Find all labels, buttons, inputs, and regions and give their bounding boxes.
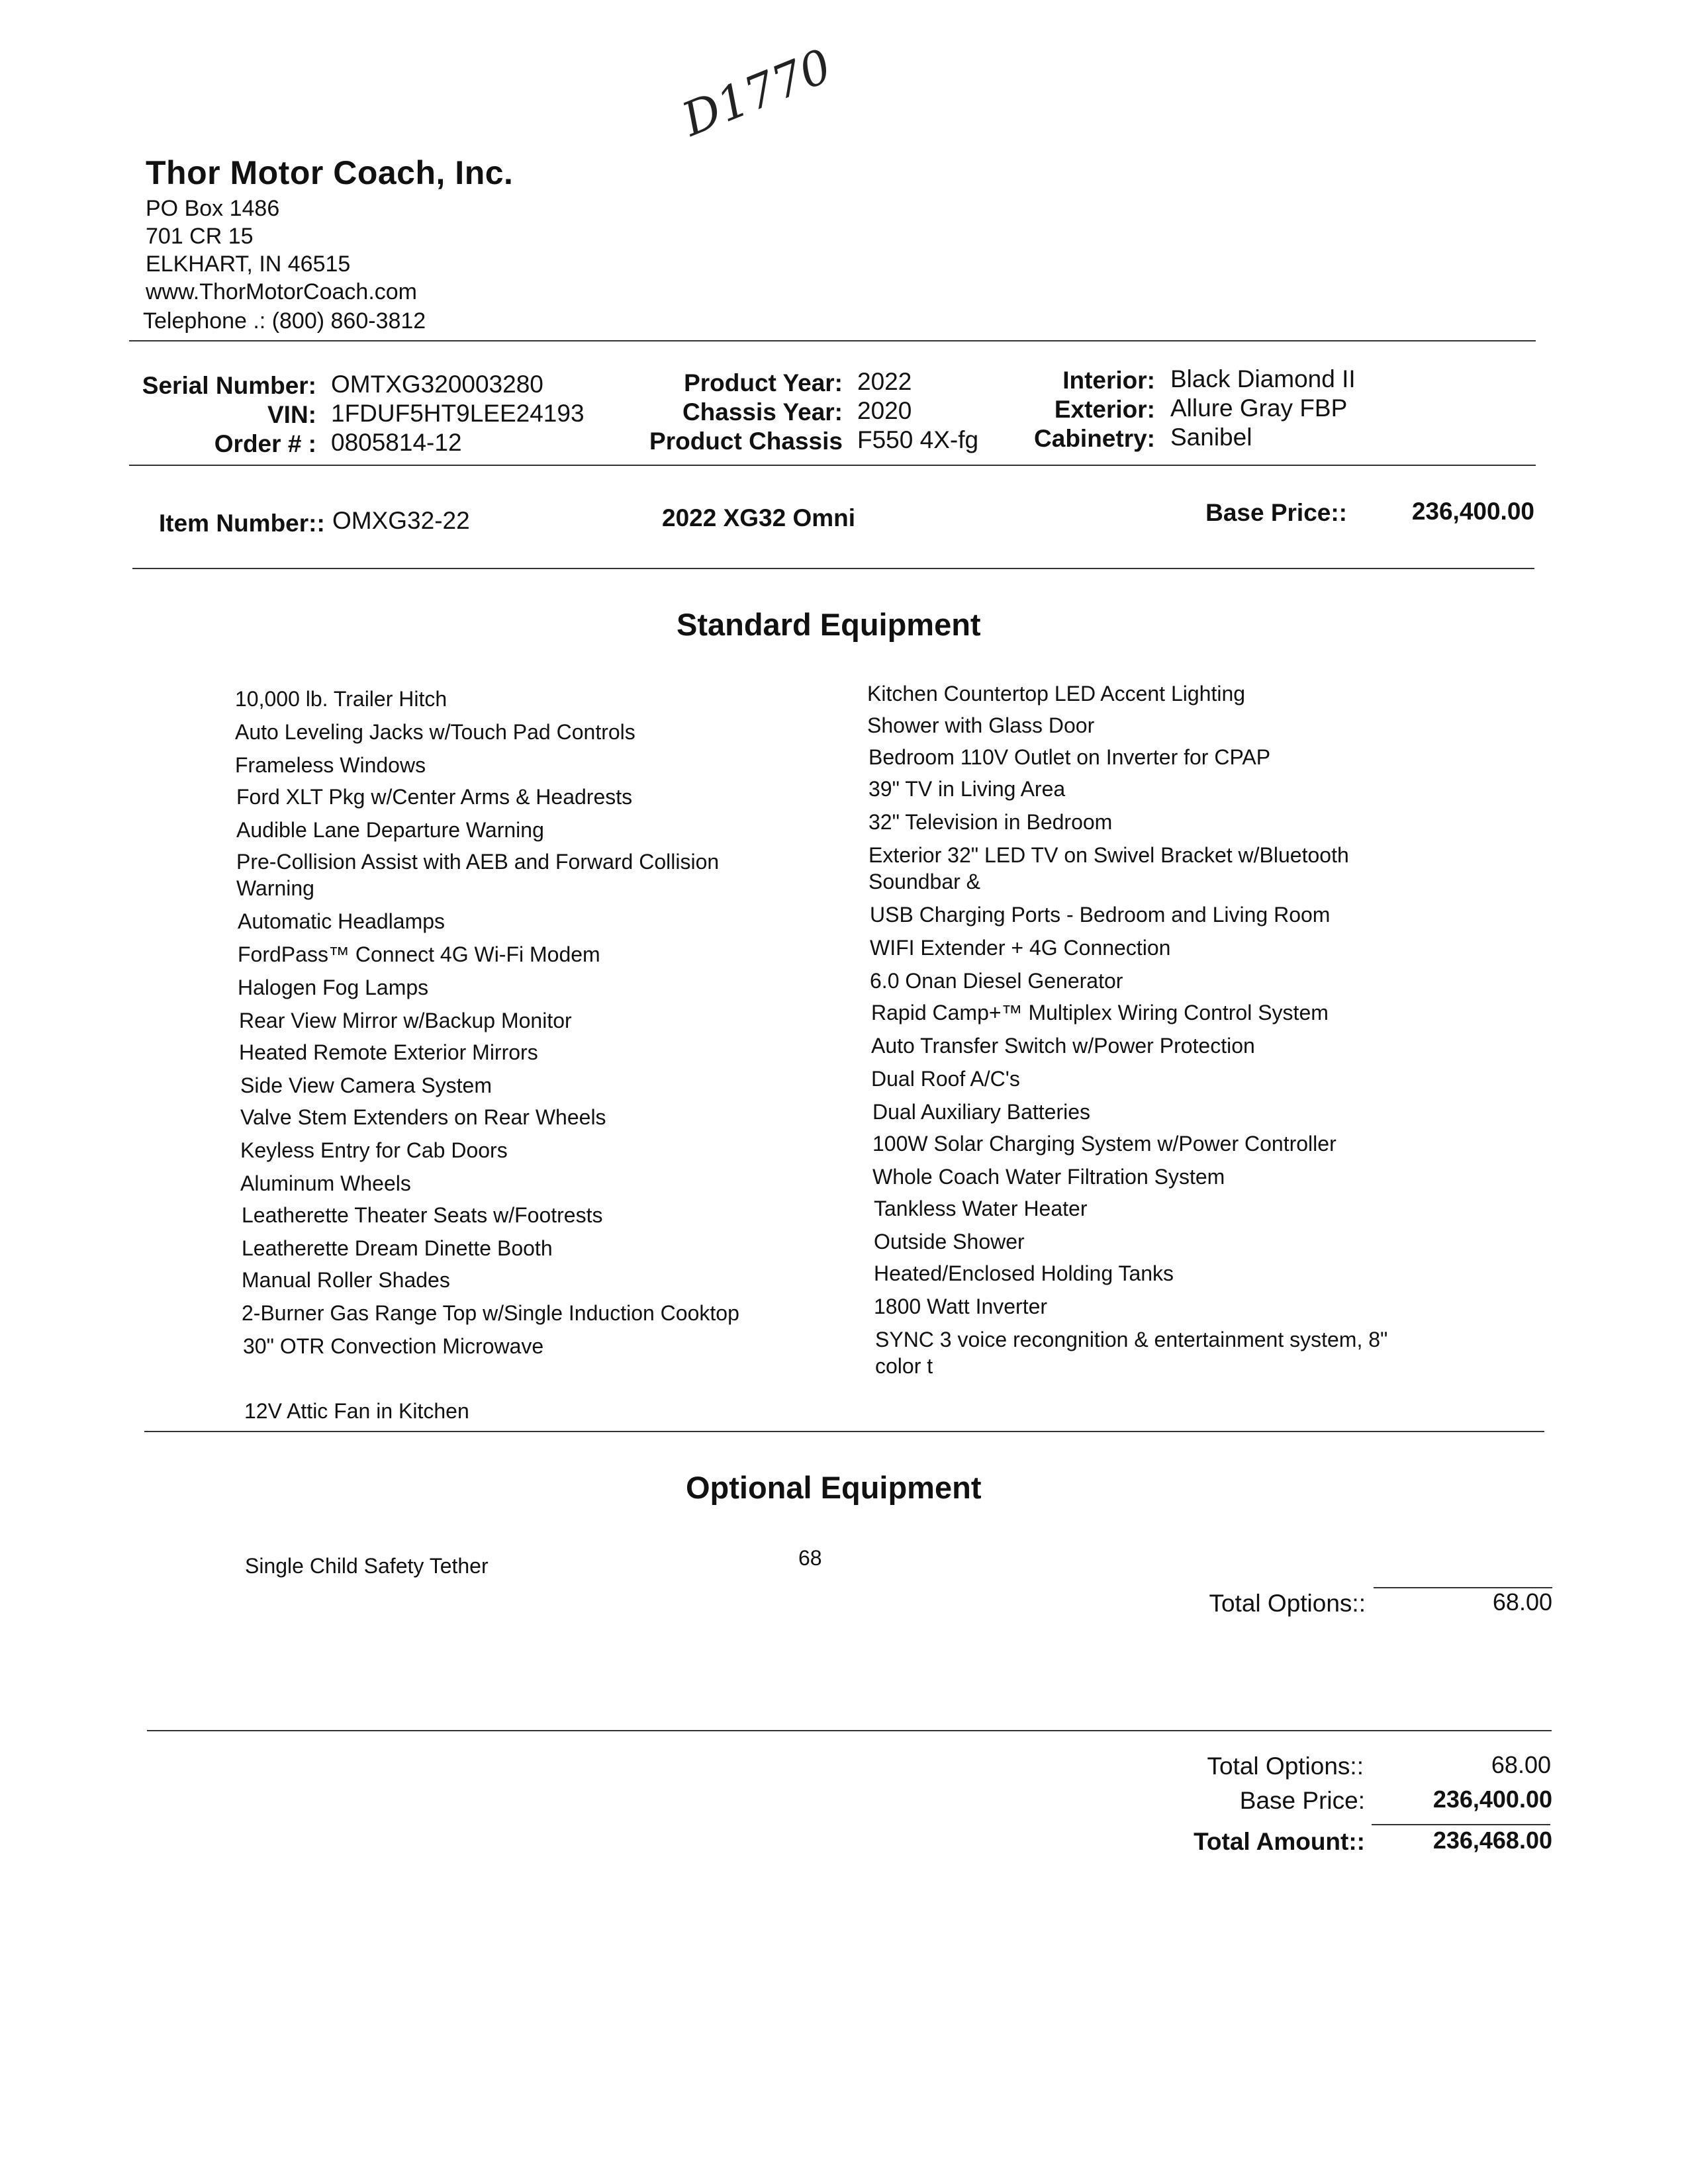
equipment-item: WIFI Extender + 4G Connection — [870, 936, 1171, 960]
telephone-value: (800) 860-3812 — [271, 308, 426, 334]
equipment-item: Keyless Entry for Cab Doors — [240, 1138, 508, 1162]
vin-label: VIN: — [267, 401, 316, 428]
total-options-value: 68.00 — [1492, 1588, 1552, 1615]
equipment-item: Tankless Water Heater — [874, 1197, 1088, 1220]
equipment-item: Rear View Mirror w/Backup Monitor — [239, 1009, 572, 1032]
equipment-item: 12V Attic Fan in Kitchen — [244, 1399, 469, 1423]
equipment-item: Audible Lane Departure Warning — [236, 818, 544, 842]
order-number-label: Order # : — [214, 430, 316, 457]
equipment-item: 30" OTR Convection Microwave — [243, 1334, 544, 1358]
summary-total-amount-value: 236,468.00 — [1432, 1827, 1552, 1854]
equipment-item: 32" Television in Bedroom — [868, 810, 1113, 834]
equipment-item: 39" TV in Living Area — [868, 777, 1066, 801]
summary-total-options-value: 68.00 — [1491, 1751, 1551, 1778]
equipment-item: Shower with Glass Door — [867, 713, 1095, 737]
product-year-value: 2022 — [857, 368, 912, 395]
company-address-line-1: PO Box 1486 — [146, 196, 280, 221]
equipment-item: Halogen Fog Lamps — [238, 976, 429, 999]
equipment-item: 100W Solar Charging System w/Power Controller — [872, 1132, 1336, 1156]
serial-number-value: OMTXG320003280 — [331, 371, 543, 398]
company-telephone — [143, 307, 426, 335]
product-chassis-label: Product Chassis — [649, 428, 843, 455]
equipment-item: 1800 Watt Inverter — [874, 1295, 1048, 1318]
equipment-item: USB Charging Ports - Bedroom and Living Room — [870, 903, 1331, 927]
serial-number-label: Serial Number: — [142, 372, 316, 399]
equipment-item: Bedroom 110V Outlet on Inverter for CPAP — [868, 745, 1271, 769]
item-number-label: Item Number:: — [159, 510, 325, 537]
chassis-year-label: Chassis Year: — [682, 398, 843, 426]
summary-base-price-label: Base Price: — [1239, 1787, 1365, 1814]
equipment-item: SYNC 3 voice recongnition & entertainment system, 8" color t — [875, 1328, 1388, 1378]
item-base-price-label: Base Price:: — [1205, 499, 1347, 526]
interior-label: Interior: — [1062, 367, 1155, 394]
divider-details — [129, 465, 1536, 466]
equipment-item: 2-Burner Gas Range Top w/Single Induction Cooktop — [242, 1301, 739, 1325]
equipment-item: Automatic Headlamps — [238, 909, 445, 933]
optional-item-name: Single Child Safety Tether — [245, 1554, 489, 1578]
divider-standard-equipment — [144, 1431, 1544, 1432]
optional-item-price: 68 — [798, 1546, 822, 1570]
equipment-item: Dual Auxiliary Batteries — [872, 1100, 1091, 1124]
interior-value: Black Diamond II — [1170, 365, 1356, 392]
equipment-item: Rapid Camp+™ Multiplex Wiring Control System — [871, 1001, 1329, 1024]
optional-equipment-title: Optional Equipment — [686, 1470, 982, 1505]
equipment-item: FordPass™ Connect 4G Wi-Fi Modem — [238, 942, 600, 966]
product-chassis-value: F550 4X-fg — [857, 426, 979, 453]
equipment-item: Outside Shower — [874, 1230, 1025, 1253]
equipment-item: Whole Coach Water Filtration System — [872, 1165, 1225, 1189]
equipment-item: Aluminum Wheels — [240, 1171, 411, 1195]
equipment-item: Exterior 32" LED TV on Swivel Bracket w/Bluetooth Soundbar & — [868, 843, 1349, 893]
company-address-line-3: ELKHART, IN 46515 — [146, 251, 351, 277]
equipment-item: 10,000 lb. Trailer Hitch — [235, 687, 447, 711]
cabinetry-value: Sanibel — [1170, 424, 1252, 451]
total-amount-overline — [1372, 1824, 1550, 1825]
equipment-item: Leatherette Dream Dinette Booth — [242, 1236, 553, 1260]
equipment-item: Pre-Collision Assist with AEB and Forward Collision Warning — [236, 850, 720, 900]
exterior-value: Allure Gray FBP — [1170, 394, 1348, 422]
divider-header — [129, 340, 1536, 341]
cabinetry-label: Cabinetry: — [1034, 425, 1155, 452]
company-name: Thor Motor Coach, Inc. — [146, 154, 514, 191]
product-year-label: Product Year: — [684, 369, 843, 396]
telephone-label: Telephone .: — [143, 308, 272, 334]
divider-optional-equipment — [147, 1730, 1552, 1731]
equipment-item: Heated/Enclosed Holding Tanks — [874, 1261, 1174, 1285]
equipment-item: Auto Leveling Jacks w/Touch Pad Controls — [235, 720, 635, 744]
company-website: www.ThorMotorCoach.com — [146, 279, 418, 304]
equipment-item: Valve Stem Extenders on Rear Wheels — [240, 1105, 606, 1129]
company-address-line-2: 701 CR 15 — [146, 224, 254, 249]
exterior-label: Exterior: — [1054, 396, 1155, 423]
equipment-item: Kitchen Countertop LED Accent Lighting — [867, 682, 1246, 705]
model-name: 2022 XG32 Omni — [662, 504, 856, 531]
summary-total-options-label: Total Options:: — [1207, 1752, 1364, 1780]
summary-total-amount-label: Total Amount:: — [1194, 1828, 1365, 1855]
item-number-value: OMXG32-22 — [332, 507, 470, 534]
equipment-item: Frameless Windows — [235, 753, 426, 777]
equipment-item: Manual Roller Shades — [242, 1268, 450, 1292]
equipment-item: Side View Camera System — [240, 1073, 492, 1097]
equipment-item: Heated Remote Exterior Mirrors — [239, 1040, 538, 1064]
order-number-value: 0805814-12 — [331, 429, 462, 456]
summary-base-price-value: 236,400.00 — [1432, 1786, 1552, 1813]
equipment-item: Leatherette Theater Seats w/Footrests — [242, 1203, 603, 1227]
equipment-item: Dual Roof A/C's — [871, 1067, 1020, 1091]
item-base-price-value: 236,400.00 — [1411, 498, 1534, 525]
equipment-item: 6.0 Onan Diesel Generator — [870, 969, 1123, 993]
total-options-label: Total Options:: — [1209, 1590, 1366, 1617]
standard-equipment-title: Standard Equipment — [677, 607, 981, 642]
equipment-item: Ford XLT Pkg w/Center Arms & Headrests — [236, 785, 633, 809]
divider-item — [132, 568, 1534, 569]
equipment-item: Auto Transfer Switch w/Power Protection — [871, 1034, 1255, 1058]
chassis-year-value: 2020 — [857, 397, 912, 424]
vin-value: 1FDUF5HT9LEE24193 — [331, 400, 585, 427]
handwritten-note: D1770 — [675, 38, 839, 147]
